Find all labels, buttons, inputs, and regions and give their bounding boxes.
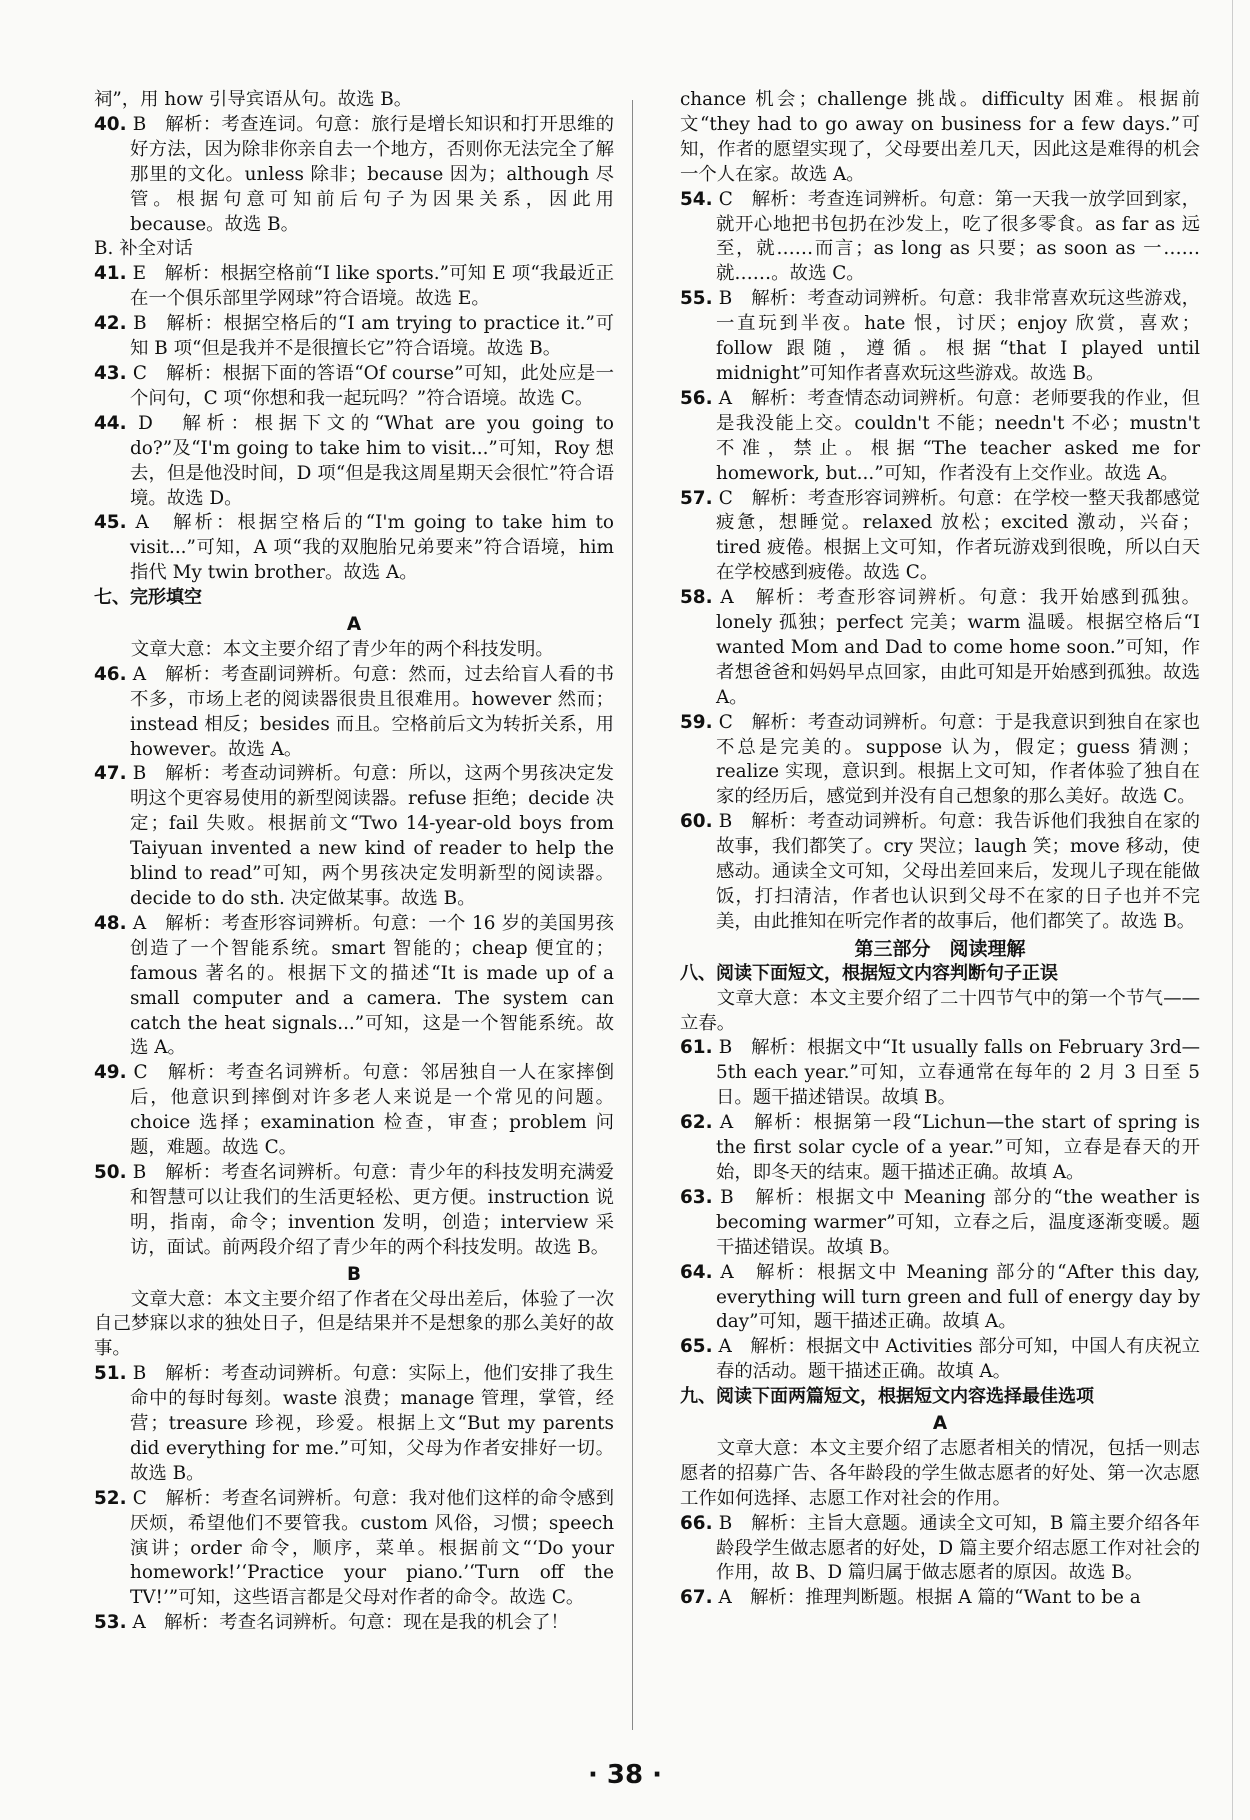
summary-9: 文章大意：本文主要介绍了志愿者相关的情况，包括一则志愿者的招募广告、各年龄段的学生做志愿者的好处、第一次志愿工作如何选择、志愿工作对社会的作用。 [680, 1437, 1200, 1509]
answer-item-64: 64. A 解析：根据文中 Meaning 部分的“After this day, everything will turn green and full of energy day by day”可知，题干描述正确。故填 A。 [680, 1261, 1200, 1333]
answer-item-66: 66. B 解析：主旨大意题。通读全文可知，B 篇主要介绍各年龄段学生做志愿者的好处，D 篇主要介绍志愿工作对社会的作用，故 B、D 篇归属于做志愿者的原因。故选 B。 [680, 1512, 1200, 1584]
answer-item-45: 45. A 解析：根据空格后的“I'm going to take him to visit...”可知，A 项“我的双胞胎兄弟要来”符合语境，him 指代 My twin brother。故选 A。 [94, 512, 614, 584]
answer-item-65: 65. A 解析：根据文中 Activities 部分可知，中国人有庆祝立春的活动。题干描述正确。故填 A。 [680, 1336, 1200, 1383]
answer-item-47: 47. B 解析：考查动词辨析。句意：所以，这两个男孩决定发明这个更容易使用的新型阅读器。refuse 拒绝；decide 决定；fail 失败。根据前文“Two 14-year-old boys from Taiyuan invented a new kind of reader to help the blind to read”可知，两个男孩决定发明新型的阅读器。decide to do sth. 决定做某事。故选 B。 [94, 763, 614, 909]
answer-item-53: 53. A 解析：考查名词辨析。句意：现在是我的机会了！ [94, 1612, 569, 1634]
answer-item-51: 51. B 解析：考查动词辨析。句意：实际上，他们安排了我生命中的每时每刻。waste 浪费；manage 管理，掌管，经营；treasure 珍视，珍爱。根据上文“But my parents did everything for me.”可知，父母为作者安排好一切。故选 B。 [94, 1363, 614, 1484]
part-heading: 第三部分 阅读理解 [854, 937, 1026, 960]
passage-heading-b: B [346, 1263, 362, 1285]
continuation-text: chance 机会；challenge 挑战。difficulty 困难。根据前文“they had to go away on business for a few days.”可知，作者的愿望实现了，父母要出差几天，因此这是难得的机会一个人在家。故选 A。 [680, 89, 1200, 185]
summary-a: 文章大意：本文主要介绍了青少年的两个科技发明。 [130, 638, 554, 660]
answer-item-60: 60. B 解析：考查动词辨析。句意：我告诉他们我独自在家的故事，我们都笑了。cry 哭泣；laugh 笑；move 移动，使感动。通读全文可知，父母出差回来后，发现儿子现在能做饭，打扫清洁，作者也认识到父母不在家的日子也并不完美，由此推知在听完作者的故事后，他们都笑了。故选 B。 [680, 811, 1200, 932]
answer-item-59: 59. C 解析：考查动词辨析。句意：于是我意识到独自在家也不总是完美的。suppose 认为，假定；guess 猜测；realize 实现，意识到。根据上文可知，作者体验了独自在家的经历后，感觉到并没有自己想象的那么美好。故选 C。 [680, 711, 1200, 808]
answer-item-63: 63. B 解析：根据文中 Meaning 部分的“the weather is becoming warmer”可知，立春之后，温度逐渐变暖。题干描述错误。故填 B。 [680, 1186, 1200, 1258]
summary-b: 文章大意：本文主要介绍了作者在父母出差后，体验了一次自己梦寐以求的独处日子，但是结果并不是想象的那么美好的故事。 [94, 1288, 614, 1360]
continuation-text: 祠”，用 how 引导宾语从句。故选 B。 [94, 89, 413, 110]
answer-item-61: 61. B 解析：根据文中“It usually falls on February 3rd—5th each year.”可知，立春通常在每年的 2 月 3 日至 5 日。题干描述错误。故填 B。 [680, 1037, 1200, 1109]
answer-item-58: 58. A 解析：考查形容词辨析。句意：我开始感到孤独。lonely 孤独；perfect 完美；warm 温暖。根据空格后“I wanted Mom and Dad to come home soon.”可知，作者想爸爸和妈妈早点回家，由此可知是开始感到孤独。故选 A。 [680, 587, 1200, 708]
left-column [94, 88, 614, 1636]
answer-item-41: 41. E 解析：根据空格前“I like sports.”可知 E 项“我最近正在一个俱乐部里学网球”符合语境。故选 E。 [94, 263, 614, 310]
section-heading-9: 九、阅读下面两篇短文，根据短文内容选择最佳选项 [680, 1386, 1094, 1408]
answer-item-49: 49. C 解析：考查名词辨析。句意：邻居独自一人在家摔倒后，他意识到摔倒对许多老人来说是一个常见的问题。choice 选择；examination 检查，审查；problem 问题，难题。故选 C。 [94, 1062, 614, 1159]
section-heading-7: 七、完形填空 [94, 587, 202, 609]
page-number: · 38 · [587, 1760, 663, 1790]
right-column [680, 88, 1200, 1611]
section-heading-b: B. 补全对话 [94, 238, 193, 260]
answer-item-40: 40. B 解析：考查连词。句意：旅行是增长知识和打开思维的好方法，因为除非你亲自去一个地方，否则你无法完全了解那里的文化。unless 除非；because 因为；although 尽管。根据句意可知前后句子为因果关系，因此用 because。故选 B。 [94, 113, 614, 235]
answer-item-52: 52. C 解析：考查名词辨析。句意：我对他们这样的命令感到厌烦，希望他们不要管我。custom 风俗，习惯；speech 演讲；order 命令，顺序，菜单。根据前文“‘Do your homework!’‘Practice your piano.’‘Turn off the TV!’”可知，这些语言都是父母对作者的命令。故选 C。 [94, 1487, 614, 1609]
answer-item-43: 43. C 解析：根据下面的答语“Of course”可知，此处应是一个问句，C 项“你想和我一起玩吗？”符合语境。故选 C。 [94, 362, 614, 409]
answer-item-56: 56. A 解析：考查情态动词辨析。句意：老师要我的作业，但是我没能上交。couldn't 不能；needn't 不必；mustn't 不准，禁止。根据“The teacher asked me for homework, but...”可知，作者没有上交作业。故选 A。 [680, 387, 1200, 484]
summary-8: 文章大意：本文主要介绍了二十四节气中的第一个节气——立春。 [680, 987, 1200, 1034]
section-heading-8: 八、阅读下面短文，根据短文内容判断句子正误 [680, 962, 1058, 984]
answer-item-55: 55. B 解析：考查动词辨析。句意：我非常喜欢玩这些游戏，一直玩到半夜。hate 恨，讨厌；enjoy 欣赏，喜欢；follow 跟随，遵循。根据“that I played until midnight”可知作者喜欢玩这些游戏。故选 B。 [680, 288, 1200, 384]
answer-item-42: 42. B 解析：根据空格后的“I am trying to practice it.”可知 B 项“但是我并不是很擅长它”符合语境。故选 B。 [94, 313, 614, 360]
answer-item-54: 54. C 解析：考查连词辨析。句意：第一天我一放学回到家，就开心地把书包扔在沙发上，吃了很多零食。as far as 远至，就……而言；as long as 只要；as soon as 一……就……。故选 C。 [680, 188, 1200, 285]
answer-item-57: 57. C 解析：考查形容词辨析。句意：在学校一整天我都感觉疲惫，想睡觉。relaxed 放松；excited 激动，兴奋；tired 疲倦。根据上文可知，作者玩游戏到很晚，所以白天在学校感到疲倦。故选 C。 [680, 487, 1200, 584]
passage-heading-a: A [346, 614, 362, 636]
answer-item-48: 48. A 解析：考查形容词辨析。句意：一个 16 岁的美国男孩创造了一个智能系统。smart 智能的；cheap 便宜的；famous 著名的。根据下文的描述“It is made up of a small computer and a camera. The system can catch the heat signals...”可知，这是一个智能系统。故选 A。 [94, 912, 614, 1059]
column-divider [632, 100, 633, 1730]
answer-item-50: 50. B 解析：考查名词辨析。句意：青少年的科技发明充满爱和智慧可以让我们的生活更轻松、更方便。instruction 说明，指南，命令；invention 发明，创造；interview 采访，面试。前两段介绍了青少年的两个科技发明。故选 B。 [94, 1161, 614, 1258]
answer-item-62: 62. A 解析：根据第一段“Lichun—the start of spring is the first solar cycle of a year.”可知，立春是春天的开始，即冬天的结束。题干描述正确。故填 A。 [680, 1112, 1200, 1183]
page-edge [1232, 0, 1233, 1820]
answer-item-46: 46. A 解析：考查副词辨析。句意：然而，过去给盲人看的书不多，市场上老的阅读器很贵且很难用。however 然而；instead 相反；besides 而且。空格前后文为转折关系，用 however。故选 A。 [94, 663, 614, 760]
answer-item-67: 67. A 解析：推理判断题。根据 A 篇的“Want to be a [680, 1587, 1141, 1609]
answer-item-44: 44. D 解析：根据下文的“What are you going to do?”及“I'm going to take him to visit...”可知，Roy 想去，但是他没时间，D 项“但是我这周星期天会很忙”符合语境。故选 D。 [94, 412, 614, 509]
passage-heading-a: A [932, 1413, 948, 1435]
